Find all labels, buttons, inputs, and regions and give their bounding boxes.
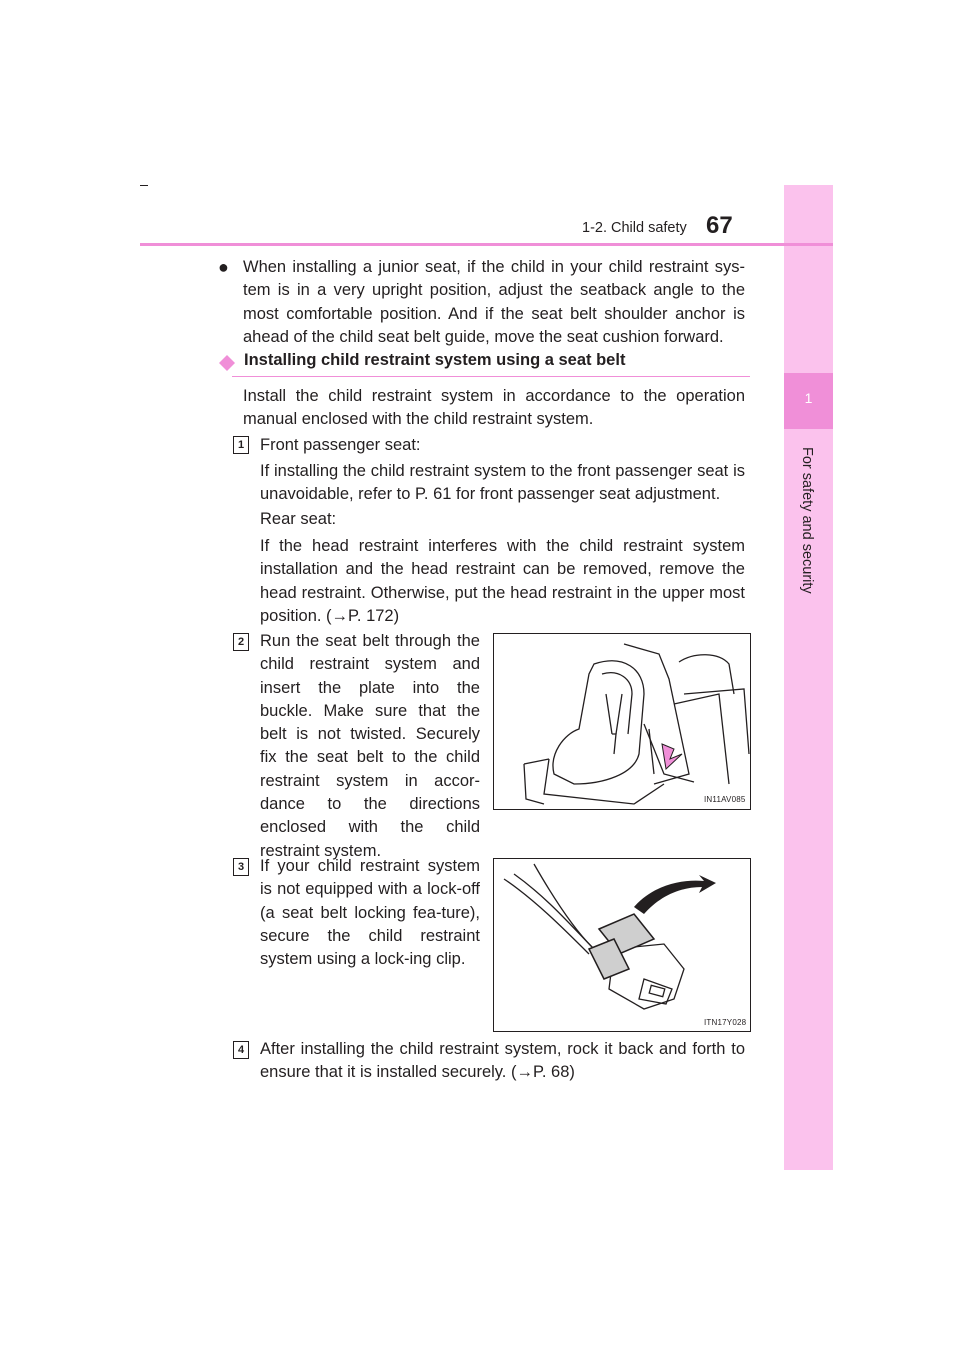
subsection-rule: [232, 376, 750, 377]
subsection-title: Installing child restraint system using a seat belt: [244, 351, 626, 369]
step-1-heading: Rear seat:: [260, 510, 337, 528]
section-title: 1-2. Child safety: [582, 220, 687, 236]
step-1-text: If installing the child restraint system to the front passenger seat is unavoidable, refer to P. 61 for front passenger seat adjustment.: [260, 462, 745, 504]
step-number: 2: [233, 633, 249, 651]
page-number: 67: [706, 212, 733, 239]
figure-code: IN11AV085: [704, 795, 746, 804]
car-seat-illustration: [493, 633, 751, 810]
chapter-tab: [784, 185, 833, 1170]
chapter-number: 1: [804, 390, 813, 406]
step-3-text: If your child restraint system is not equipped with a lock-off (a seat belt locking fea-ture), secure the child restraint system using a lock-ing clip.: [260, 857, 480, 969]
figure-code: ITN17Y028: [704, 1018, 747, 1027]
step-1-heading: Front passenger seat:: [260, 436, 421, 454]
bullet-icon: ●: [218, 257, 229, 277]
locking-clip-drawing: [494, 859, 750, 1031]
subsection-intro: Install the child restraint system in accordance to the operation manual enclosed with the child restraint system.: [243, 387, 745, 429]
step-2-text: Run the seat belt through the child restraint system and insert the plate into the buckle. Make sure that the belt is not twisted. Securely fix the seat belt to the child restraint system in accor-dance to the directions enclosed with the child restraint system.: [260, 632, 480, 860]
header-rule: [140, 243, 833, 246]
step-1-text: If the head restraint interferes with the child restraint system installation and the head restraint can be removed, remove the head restraint. Otherwise, put the head restraint in the upper most position. (→P. 172): [260, 537, 745, 625]
diamond-icon: [218, 354, 236, 372]
child-seat-drawing: [494, 634, 750, 809]
bullet-note: When installing a junior seat, if the child in your child restraint sys-tem is in a very upright position, adjust the seatback angle to the most comfortable position. And if the seat belt shoulder anchor is ahead of the child seat belt guide, move the seat cushion forward.: [243, 258, 745, 346]
step-number: 4: [233, 1041, 249, 1059]
step-4-text: After installing the child restraint system, rock it back and forth to ensure that it is installed securely. (→P. 68): [260, 1040, 745, 1082]
chapter-title: For safety and security: [799, 447, 815, 594]
crop-mark: [140, 185, 148, 186]
step-number: 3: [233, 858, 249, 876]
locking-clip-illustration: [493, 858, 751, 1032]
step-number: 1: [233, 436, 249, 454]
